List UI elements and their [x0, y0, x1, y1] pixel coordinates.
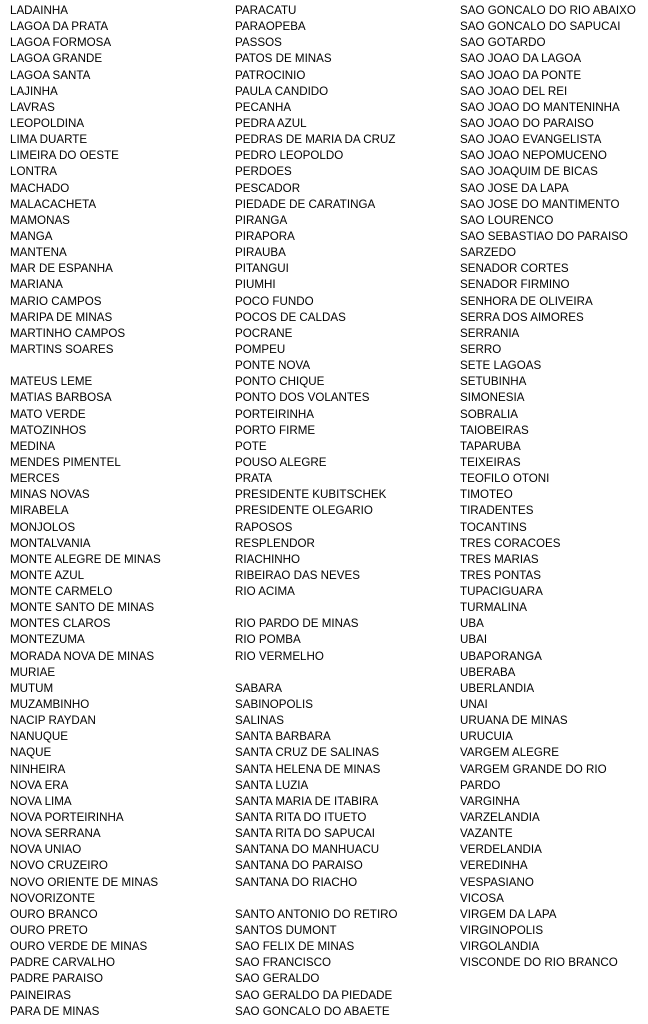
municipality-entry: SERRANIA — [460, 326, 520, 340]
municipality-entry: PATOS DE MINAS — [235, 52, 332, 66]
municipality-entry: SANTANA DO MANHUACU — [235, 843, 380, 857]
municipality-entry: MURIAE — [10, 665, 56, 679]
municipality-entry: POTE — [235, 439, 267, 453]
municipality-entry: SAO JOAO EVANGELISTA — [460, 133, 602, 147]
municipality-entry: LONTRA — [10, 165, 58, 179]
municipality-column-1 — [10, 3, 222, 1020]
municipality-entry: VARGINHA — [460, 794, 520, 808]
municipality-entry: MARIO CAMPOS — [10, 294, 102, 308]
municipality-entry: OURO VERDE DE MINAS — [10, 940, 148, 954]
municipality-entry: SENADOR CORTES — [460, 262, 569, 276]
municipality-entry: MARIPA DE MINAS — [10, 310, 113, 324]
municipality-entry: TIRADENTES — [460, 504, 534, 518]
municipality-entry: LAGOA SANTA — [10, 68, 91, 82]
municipality-entry: PIRAUBA — [235, 246, 286, 260]
municipality-entry: MARIANA — [10, 278, 63, 292]
municipality-entry: SAO GONCALO DO RIO ABAIXO — [460, 4, 636, 17]
municipality-entry: MEDINA — [10, 439, 56, 453]
municipality-entry: SAO GERALDO — [235, 972, 320, 986]
municipality-entry: MONJOLOS — [10, 520, 76, 534]
municipality-entry: VEREDINHA — [460, 859, 528, 873]
municipality-entry: POCRANE — [235, 326, 293, 340]
municipality-entry: MERCES — [10, 472, 60, 486]
municipality-entry: VERDELANDIA — [460, 843, 542, 857]
municipality-entry: VARGEM GRANDE DO RIO — [460, 762, 607, 776]
municipality-entry: SAO JOAO DA LAGOA — [460, 52, 582, 66]
municipality-entry: SAO JOAO DO PARAISO — [460, 116, 594, 130]
municipality-entry: LAGOA GRANDE — [10, 52, 103, 66]
municipality-entry: SABINOPOLIS — [235, 698, 313, 712]
municipality-entry: OURO BRANCO — [10, 907, 98, 921]
municipality-entry: LAVRAS — [10, 100, 55, 114]
municipality-entry: LIMEIRA DO OESTE — [10, 149, 119, 163]
municipality-entry: LAGOA FORMOSA — [10, 36, 112, 50]
municipality-entry: PITANGUI — [235, 262, 289, 276]
municipality-entry: MUTUM — [10, 681, 54, 695]
municipality-entry: POMPEU — [235, 342, 286, 356]
municipality-entry: SAO JOSE DO MANTIMENTO — [460, 197, 620, 211]
municipality-entry: PATROCINIO — [235, 68, 306, 82]
municipality-entry: MONTE AZUL — [10, 568, 85, 582]
municipality-entry: NOVA SERRANA — [10, 827, 101, 841]
municipality-entry: PORTO FIRME — [235, 423, 316, 437]
municipality-column-2 — [235, 3, 450, 1020]
municipality-entry: PARDO — [460, 778, 501, 792]
municipality-entry: SAO JOAQUIM DE BICAS — [460, 165, 598, 179]
municipality-entry: SANTA RITA DO ITUETO — [235, 811, 367, 825]
municipality-entry: MARTINS SOARES — [10, 342, 114, 356]
municipality-entry: SERRA DOS AIMORES — [460, 310, 584, 324]
municipality-entry: MIRABELA — [10, 504, 69, 518]
municipality-entry: NINHEIRA — [10, 762, 66, 776]
municipality-entry: SAO JOSE DA LAPA — [460, 181, 569, 195]
municipality-entry: POUSO ALEGRE — [235, 455, 327, 469]
municipality-entry: SANTANA DO PARAISO — [235, 859, 363, 873]
municipality-entry: UBA — [460, 617, 484, 631]
municipality-entry: PEDRA AZUL — [235, 116, 307, 130]
municipality-entry: MENDES PIMENTEL — [10, 455, 121, 469]
municipality-entry: SERRO — [460, 342, 502, 356]
municipality-entry: NAQUE — [10, 746, 52, 760]
municipality-entry: PAINEIRAS — [10, 988, 71, 1002]
municipality-entry: MUZAMBINHO — [10, 698, 90, 712]
list-spacer — [235, 891, 450, 907]
municipality-entry: PEDRAS DE MARIA DA CRUZ — [235, 133, 396, 147]
municipality-entry: NOVA PORTEIRINHA — [10, 811, 124, 825]
municipality-entry: MATO VERDE — [10, 407, 86, 421]
municipality-entry: SETUBINHA — [460, 375, 527, 389]
municipality-entry: NOVA UNIAO — [10, 843, 82, 857]
municipality-entry: MONTE ALEGRE DE MINAS — [10, 552, 161, 566]
municipality-entry: TOCANTINS — [460, 520, 527, 534]
municipality-entry: MONTES CLAROS — [10, 617, 111, 631]
municipality-entry: SANTO ANTONIO DO RETIRO — [235, 907, 398, 921]
municipality-entry: UBERABA — [460, 665, 516, 679]
municipality-entry: TUPACIGUARA — [460, 585, 543, 599]
municipality-entry: PIUMHI — [235, 278, 276, 292]
municipality-entry: MARTINHO CAMPOS — [10, 326, 126, 340]
municipality-entry: TRES CORACOES — [460, 536, 561, 550]
municipality-entry: SENHORA DE OLIVEIRA — [460, 294, 593, 308]
municipality-entry: POCOS DE CALDAS — [235, 310, 346, 324]
municipality-entry: LAGOA DA PRATA — [10, 20, 109, 34]
municipality-entry: SOBRALIA — [460, 407, 518, 421]
municipality-entry: NOVO CRUZEIRO — [10, 859, 108, 873]
municipality-entry: PIRAPORA — [235, 229, 295, 243]
municipality-entry: PRESIDENTE KUBITSCHEK — [235, 488, 387, 502]
municipality-entry: RIO ACIMA — [235, 585, 295, 599]
municipality-entry: RAPOSOS — [235, 520, 293, 534]
municipality-entry: SAO GOTARDO — [460, 36, 546, 50]
municipality-entry: PERDOES — [235, 165, 292, 179]
municipality-entry: VARGEM ALEGRE — [460, 746, 560, 760]
municipality-entry: SANTA MARIA DE ITABIRA — [235, 794, 379, 808]
municipality-entry: TEIXEIRAS — [460, 455, 521, 469]
municipality-entry: RIBEIRAO DAS NEVES — [235, 568, 360, 582]
municipality-entry: PRATA — [235, 472, 272, 486]
municipality-entry: RIACHINHO — [235, 552, 301, 566]
municipality-entry: SABARA — [235, 681, 283, 695]
municipality-entry: SANTA BARBARA — [235, 730, 331, 744]
municipality-entry: VISCONDE DO RIO BRANCO — [460, 956, 618, 970]
municipality-entry: SAO JOAO DEL REI — [460, 84, 568, 98]
municipality-entry: VIRGEM DA LAPA — [460, 907, 557, 921]
municipality-entry: MAMONAS — [10, 213, 70, 227]
municipality-entry: PARACATU — [235, 4, 297, 17]
municipality-entry: TRES MARIAS — [460, 552, 539, 566]
municipality-entry: PESCADOR — [235, 181, 301, 195]
municipality-entry: NOVA ERA — [10, 778, 69, 792]
municipality-entry: SAO LOURENCO — [460, 213, 554, 227]
municipality-entry: UBAI — [460, 633, 488, 647]
list-spacer — [235, 665, 450, 681]
municipality-entry: PEDRO LEOPOLDO — [235, 149, 344, 163]
municipality-entry: LIMA DUARTE — [10, 133, 88, 147]
municipality-entry: MANTENA — [10, 246, 67, 260]
municipality-entry: PONTE NOVA — [235, 359, 311, 373]
municipality-entry: VARZELANDIA — [460, 811, 540, 825]
municipality-entry: MANGA — [10, 229, 53, 243]
municipality-entry: RIO VERMELHO — [235, 649, 324, 663]
municipality-entry: SANTOS DUMONT — [235, 924, 337, 938]
municipality-entry: PORTEIRINHA — [235, 407, 315, 421]
municipality-entry: RIO POMBA — [235, 633, 301, 647]
municipality-entry: VIRGINOPOLIS — [460, 924, 544, 938]
municipality-entry: MAR DE ESPANHA — [10, 262, 113, 276]
municipality-entry: MINAS NOVAS — [10, 488, 90, 502]
municipality-entry: UNAI — [460, 698, 488, 712]
municipality-entry: NACIP RAYDAN — [10, 714, 96, 728]
municipality-entry: SANTA HELENA DE MINAS — [235, 762, 381, 776]
municipality-entry: LEOPOLDINA — [10, 116, 85, 130]
municipality-entry: SANTANA DO RIACHO — [235, 875, 358, 889]
municipality-entry: NOVA LIMA — [10, 794, 72, 808]
municipality-entry: MATIAS BARBOSA — [10, 391, 112, 405]
municipality-entry: SAO GONCALO DO ABAETE — [235, 1004, 390, 1018]
municipality-entry: MATEUS LEME — [10, 375, 93, 389]
list-spacer — [235, 600, 450, 616]
municipality-entry: NOVO ORIENTE DE MINAS — [10, 875, 159, 889]
municipality-entry: RESPLENDOR — [235, 536, 315, 550]
municipality-entry: SAO FRANCISCO — [235, 956, 331, 970]
municipality-entry: SAO SEBASTIAO DO PARAISO — [460, 229, 628, 243]
municipality-entry: TRES PONTAS — [460, 568, 541, 582]
municipality-entry: RIO PARDO DE MINAS — [235, 617, 359, 631]
municipality-entry: SAO JOAO DA PONTE — [460, 68, 582, 82]
municipality-entry: LAJINHA — [10, 84, 58, 98]
municipality-entry: SANTA CRUZ DE SALINAS — [235, 746, 380, 760]
municipality-entry: TAIOBEIRAS — [460, 423, 529, 437]
municipality-entry: SARZEDO — [460, 246, 517, 260]
municipality-entry: SENADOR FIRMINO — [460, 278, 570, 292]
municipality-entry: TIMOTEO — [460, 488, 513, 502]
municipality-entry: UBAPORANGA — [460, 649, 542, 663]
municipality-entry: VAZANTE — [460, 827, 513, 841]
municipality-entry: VESPASIANO — [460, 875, 534, 889]
municipality-entry: SIMONESIA — [460, 391, 525, 405]
municipality-entry: PONTO CHIQUE — [235, 375, 325, 389]
municipality-entry: SAO GONCALO DO SAPUCAI — [460, 20, 621, 34]
municipality-entry: POCO FUNDO — [235, 294, 314, 308]
municipality-entry: PRESIDENTE OLEGARIO — [235, 504, 373, 518]
municipality-entry: PONTO DOS VOLANTES — [235, 391, 370, 405]
municipality-entry: SETE LAGOAS — [460, 359, 542, 373]
municipality-entry: PIEDADE DE CARATINGA — [235, 197, 376, 211]
municipality-entry: PIRANGA — [235, 213, 288, 227]
municipality-entry: MALACACHETA — [10, 197, 97, 211]
municipality-column-3 — [460, 3, 645, 971]
municipality-entry: MORADA NOVA DE MINAS — [10, 649, 155, 663]
municipality-entry: MONTEZUMA — [10, 633, 85, 647]
municipality-entry: NANUQUE — [10, 730, 68, 744]
municipality-entry: MONTALVANIA — [10, 536, 91, 550]
municipality-entry: MACHADO — [10, 181, 70, 195]
municipality-entry: URUCUIA — [460, 730, 513, 744]
municipality-entry: SAO JOAO NEPOMUCENO — [460, 149, 607, 163]
list-spacer — [10, 358, 222, 374]
municipality-entry: PASSOS — [235, 36, 282, 50]
municipality-entry: PADRE CARVALHO — [10, 956, 116, 970]
municipality-entry: TEOFILO OTONI — [460, 472, 550, 486]
municipality-entry: SAO GERALDO DA PIEDADE — [235, 988, 393, 1002]
municipality-entry: PARAOPEBA — [235, 20, 306, 34]
municipality-entry: PARA DE MINAS — [10, 1004, 100, 1018]
municipality-entry: PECANHA — [235, 100, 292, 114]
municipality-entry: SAO FELIX DE MINAS — [235, 940, 355, 954]
municipality-entry: SANTA RITA DO SAPUCAI — [235, 827, 376, 841]
municipality-entry: OURO PRETO — [10, 924, 88, 938]
municipality-entry: MONTE CARMELO — [10, 585, 113, 599]
municipality-entry: SANTA LUZIA — [235, 778, 309, 792]
municipality-entry: SAO JOAO DO MANTENINHA — [460, 100, 620, 114]
municipality-entry: TAPARUBA — [460, 439, 521, 453]
municipality-entry: URUANA DE MINAS — [460, 714, 568, 728]
municipality-entry: MONTE SANTO DE MINAS — [10, 601, 155, 615]
municipality-entry: NOVORIZONTE — [10, 891, 96, 905]
municipality-entry: MATOZINHOS — [10, 423, 87, 437]
municipality-entry: TURMALINA — [460, 601, 527, 615]
municipality-entry: PAULA CANDIDO — [235, 84, 329, 98]
municipality-entry: VIRGOLANDIA — [460, 940, 540, 954]
municipality-entry: SALINAS — [235, 714, 284, 728]
municipality-entry: PADRE PARAISO — [10, 972, 103, 986]
municipality-entry: UBERLANDIA — [460, 681, 535, 695]
municipality-entry: LADAINHA — [10, 4, 68, 17]
municipality-entry: VICOSA — [460, 891, 504, 905]
